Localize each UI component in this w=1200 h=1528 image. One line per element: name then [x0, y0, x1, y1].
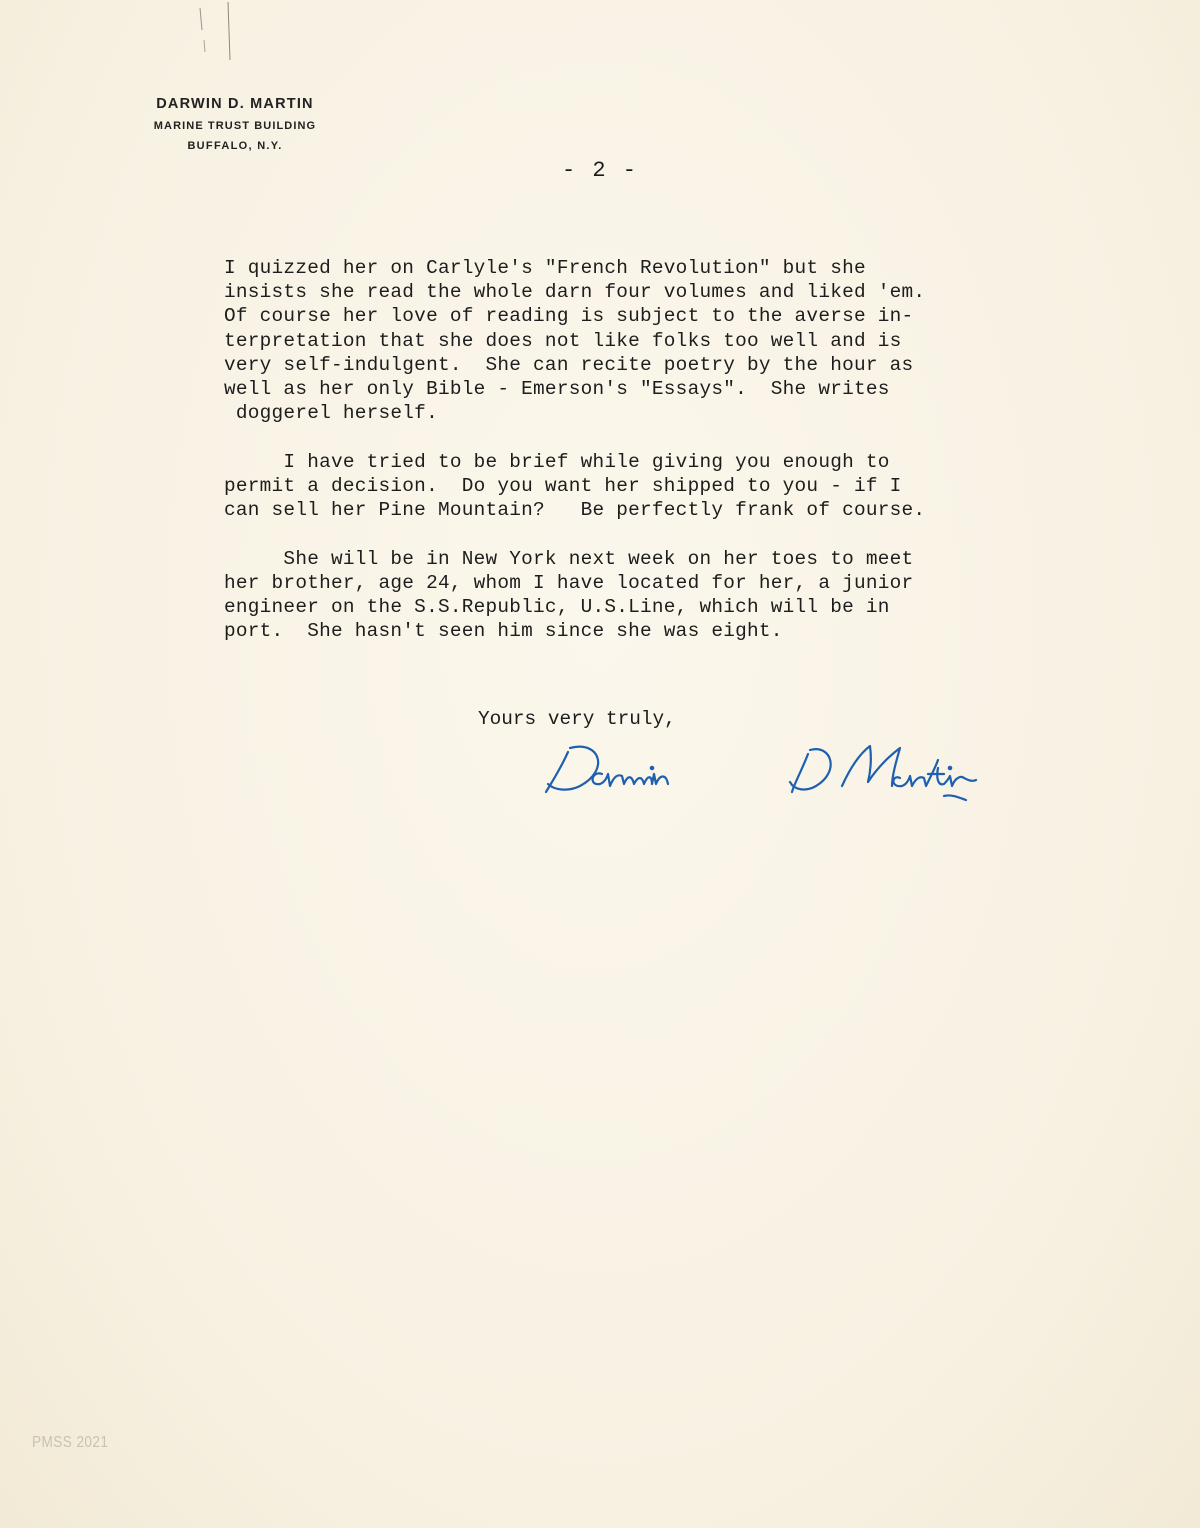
body-line: well as her only Bible - Emerson's "Essays". She writes — [224, 377, 890, 400]
paragraph-gap — [224, 522, 1084, 546]
closing: Yours very truly, — [478, 708, 676, 730]
paper-marks — [190, 0, 250, 70]
body-line: her brother, age 24, whom I have located for her, a junior — [224, 571, 914, 594]
letterhead-building: MARINE TRUST BUILDING — [153, 120, 317, 132]
body-line: engineer on the S.S.Republic, U.S.Line, which will be in — [224, 596, 890, 619]
letterhead-city: BUFFALO, N.Y. — [187, 140, 283, 152]
paragraph-gap — [224, 425, 1084, 449]
body-line: doggerel herself. — [224, 402, 438, 425]
body-line: She will be in New York next week on her toes to meet — [224, 547, 914, 570]
body-line: I have tried to be brief while giving you enough to — [224, 450, 890, 473]
body-line: Of course her love of reading is subject to the averse in- — [224, 305, 914, 328]
page-number: - 2 - — [561, 158, 638, 183]
body-line: terpretation that she does not like folks too well and is — [224, 329, 902, 352]
watermark: PMSS 2021 — [32, 1434, 109, 1451]
letterhead — [130, 96, 340, 152]
body-line: permit a decision. Do you want her shipped to you - if I — [224, 474, 902, 497]
body-line: port. She hasn't seen him since she was eight. — [224, 620, 783, 643]
body-line: very self-indulgent. She can recite poetry by the hour as — [224, 353, 914, 376]
body-line: insists she read the whole darn four volumes and liked 'em. — [224, 281, 926, 304]
letter-body — [224, 256, 1084, 643]
body-line: can sell her Pine Mountain? Be perfectly frank of course. — [224, 499, 926, 522]
letterhead-name: DARWIN D. MARTIN — [156, 96, 314, 112]
body-line: I quizzed her on Carlyle's "French Revolution" but she — [224, 257, 866, 279]
signature — [540, 730, 1080, 830]
